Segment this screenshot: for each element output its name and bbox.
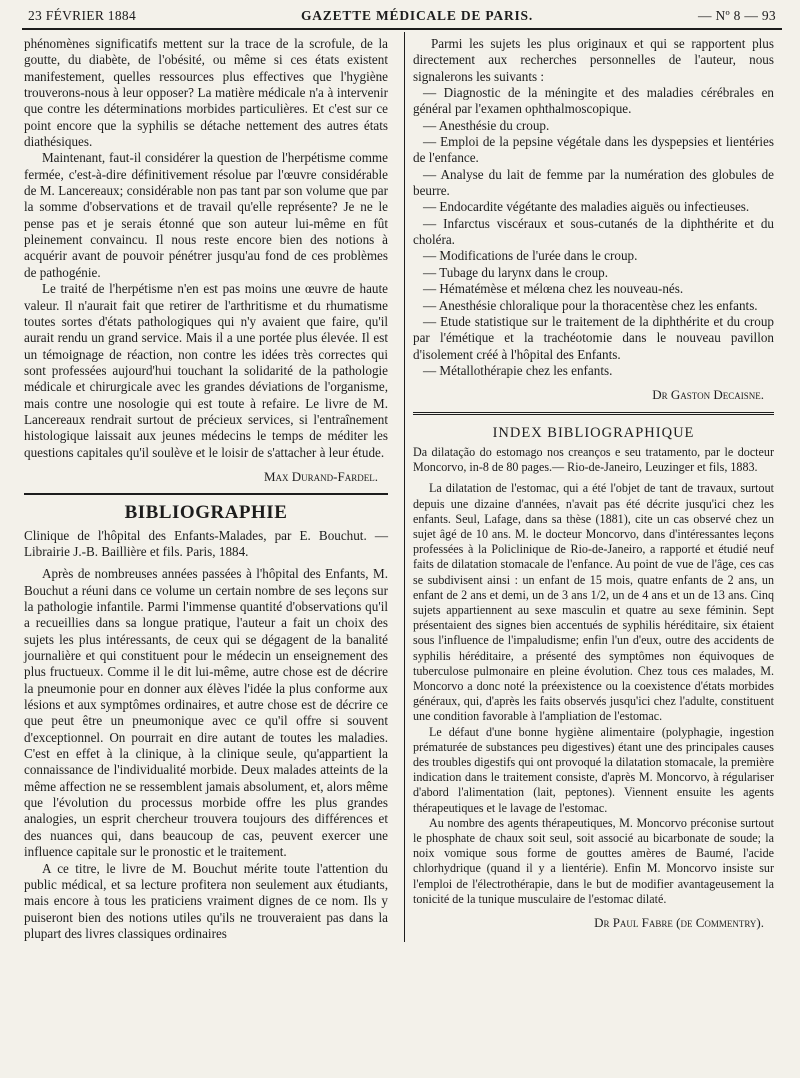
topics-list [413,85,774,379]
paragraph: A ce titre, le livre de M. Bouchut mérite toute l'attention du public médical, et sa lecture profitera non seulement aux étudiants, mais encore à tous les praticiens vraiment dignes de ce nom. Ils y puiseront bien des notions utiles qu'ils ne trouveraient pas dans la plupart des livres classiques ordinaires [24,860,388,941]
paragraph: Le défaut d'une bonne hygiène alimentaire (polyphagie, ingestion prématurée de substances peu digestives) étant une des principales causes des troubles digestifs qui ont provoqué la dilatation stomacale, la première indication dans le traitement consiste, d'après M. Moncorvo, à régulariser d'abord l'alimentation (lait, peptones). Viennent ensuite les agents thérapeutiques et le lavage de l'estomac. [413,724,774,815]
list-item: — Diagnostic de la méningite et des maladies cérébrales en général par l'examen ophthalmoscopique. [413,85,774,117]
paragraph: Parmi les sujets les plus originaux et qui se rapportent plus directement aux recherches personnelles de l'auteur, nous signalerons les suivants : [413,36,774,84]
author-signature: Dr Gaston Decaisne. [652,387,764,403]
divider [413,412,774,415]
author-signature: Max Durand-Fardel. [263,468,378,484]
list-item: — Etude statistique sur le traitement de la diphthérite et du croup par l'émétique et la trachéotomie dans le nouveau pavillon d'isolement créé à l'hôpital des Enfants. [413,313,774,362]
section-title-index: INDEX BIBLIOGRAPHIQUE [492,424,695,441]
header-issue: — Nº 8 — 93 [697,8,776,23]
right-column [404,32,776,942]
columns [22,32,782,942]
book-reference: Clinique de l'hôpital des Enfants-Malades, par E. Bouchut. — Librairie J.-B. Baillière et fils. Paris, 1884. [24,527,388,559]
list-item: — Infarctus viscéraux et sous-cutanés de la diphthérite et du choléra. [413,215,774,248]
divider [24,493,388,495]
list-item: — Emploi de la pepsine végétale dans les dyspepsies et lientéries de l'enfance. [413,134,774,166]
list-item: — Hématémèse et mélœna chez les nouveau-nés. [423,281,684,297]
paragraph: La dilatation de l'estomac, qui a été l'objet de tant de travaux, surtout depuis une dizaine d'années, n'avait pas été décrite jusqu'ici chez les enfants. Seul, Lafage, dans sa thèse (1881), cite un cas observé chez un sujet âgé de 10 ans. M. le docteur Moncorvo, dans d'intéressantes leçons professées à la Policlinique de Rio-de-Janeiro, a rapporté et étudié neuf faits de dilatation stomacale de l'enfance. Au point de vue de l'âge, ces cas se subdivisent ainsi : un enfant de 15 mois, quatre enfants de 2 ans, un enfant de 2 ans et demi, un de 3 ans 1/2, un de 4 ans et un de 13 ans. Cinq sujets appartiennent au sexe masculin et quatre au sexe féminin. Sept présentaient des signes bien accentués de syphilis héréditaire, six étaient sous l'influence de l'impaludisme; enfin l'un d'eux, outre des accidents de syphilis héréditaire, a présenté des symptômes non équivoques de tuberculose pulmonaire en pleine évolution. Chez tous ces malades, M. Moncorvo a donc noté la préexistence ou la coexistence d'états morbides généraux, qui, d'après les faits observés jusqu'ici chez l'adulte, constituent une condition favorable à l'ampliation de l'estomac. [413,481,774,724]
author-signature: Dr Paul Fabre (de Commentry). [594,915,764,930]
list-item: — Anesthésie chloralique pour la thoracentèse chez les enfants. [423,297,758,313]
index-body [413,481,774,907]
list-item: — Endocardite végétante des maladies aiguës ou infectieuses. [423,199,750,215]
paragraph: Le traité de l'herpétisme n'en est pas moins une œuvre de haute valeur. Il n'aurait fait que retirer de l'arthritisme et du rhumatisme toutes sortes d'états pathologiques qui n'y avaient que faire, qu'il aurait rendu un grand service. Mais il a une portée plus élevée. Il est un témoignage de réaction, non contre les idées très correctes qui sont professées aujourd'hui touchant la solidarité de la pathologie médicale et chirurgicale avec les grandes déviations de l'organisme, mais contre une nosologie qui est toute à refaire. Le livre de M. Lancereaux rendrait surtout de précieux services, si l'entraînement histologique laissait aux jeunes médecins le temps de méditer les questions capitales qu'il soulève et le loisir de s'attacher à leur étude. [24,281,388,460]
list-item: — Analyse du lait de femme par la numération des globules de beurre. [413,166,774,199]
paragraph: phénomènes significatifs mettent sur la trace de la scrofule, de la goutte, du diabète, de l'obésité, ou même si ces états existent manifestement, quelles ressources plus effectives que l'hygiène trouverons-nous à leur opposer? La matière médicale n'a à intervenir que contre les déterminations morbides particulières. Et c'est sur ce point encore que la syphilis se détache nettement des autres états diathésiques. [24,36,388,150]
paragraph: Après de nombreuses années passées à l'hôpital des Enfants, M. Bouchut a réuni dans ce volume un certain nombre de ses leçons sur la pathologie infantile. Parmi l'immense quantité d'observations qu'il a recueillies dans sa longue pratique, l'auteur a fait un choix des sujets les plus intéressants, de ceux qui se dégagent de la banalité journalière et qui constituent pour le médecin un enseignement des plus fructueux. Comme il le dit lui-même, autre chose est de décrire la pneumonie pour en donner aux élèves l'idée la plus conforme aux lésions et aux symptômes ordinaires, et autre chose est de décrire ce que peut être un pneumonique avec ce qu'il offre si souvent d'exceptionnel. On pourrait en dire autant de toutes les maladies. C'est en effet à la clinique, à la clinique seule, qu'appartient la connaissance de l'individualité morbide. Deux malades atteints de la même affection ne se ressemblent jamais absolument, et, alors même que l'évolution du processus morbide offre les plus grandes analogies, un esprit chercheur trouvera toujours des différences et des nuances qui, dans beaucoup de cas, peuvent exercer une influence capitale sur le pronostic et le traitement. [24,566,388,860]
paragraph: Maintenant, faut-il considérer la question de l'herpétisme comme fermée, c'est-à-dire définitivement résolue par l'œuvre considérable de M. Lancereaux; considérable non pas tant par son volume que par la somme d'observations et de travail qu'elle représente? Je ne le pense pas et je serais étonné que son auteur lui-même en fût pleinement convaincu. Il nous reste encore bien des notions à acquérir avant de pouvoir pénétrer jusqu'au fond de ces problèmes de pathogénie. [24,150,388,280]
page-header [22,8,782,30]
list-item: — Modifications de l'urée dans le croup. [423,248,638,264]
left-column [22,32,394,942]
list-item: — Tubage du larynx dans le croup. [423,264,609,280]
header-title: GAZETTE MÉDICALE DE PARIS. [300,8,534,23]
list-item: — Anesthésie du croup. [423,117,550,133]
paragraph: Au nombre des agents thérapeutiques, M. Moncorvo préconise surtout le phosphate de chaux soit seul, soit associé au bicarbonate de soude; la noix vomique sous forme de gouttes amères de Baumé, l'acide chlorhydrique (quand il y a lientérie). Enfin M. Moncorvo insiste sur l'emploi de l'électrothérapie, dans le but de modifier avantageusement la tonicité de la tunique musculaire de l'estomac dilaté. [413,815,774,906]
book-reference: Da dilatação do estomago nos creanços e seu tratamento, par le docteur Moncorvo, in-8 de 80 pages.— Rio-de-Janeiro, Leuzinger et fils, 1883. [413,444,774,475]
section-title-bibliographie: BIBLIOGRAPHIE [124,502,288,524]
list-item: — Métallothérapie chez les enfants. [423,362,613,378]
header-date: 23 FÉVRIER 1884 [28,8,137,23]
